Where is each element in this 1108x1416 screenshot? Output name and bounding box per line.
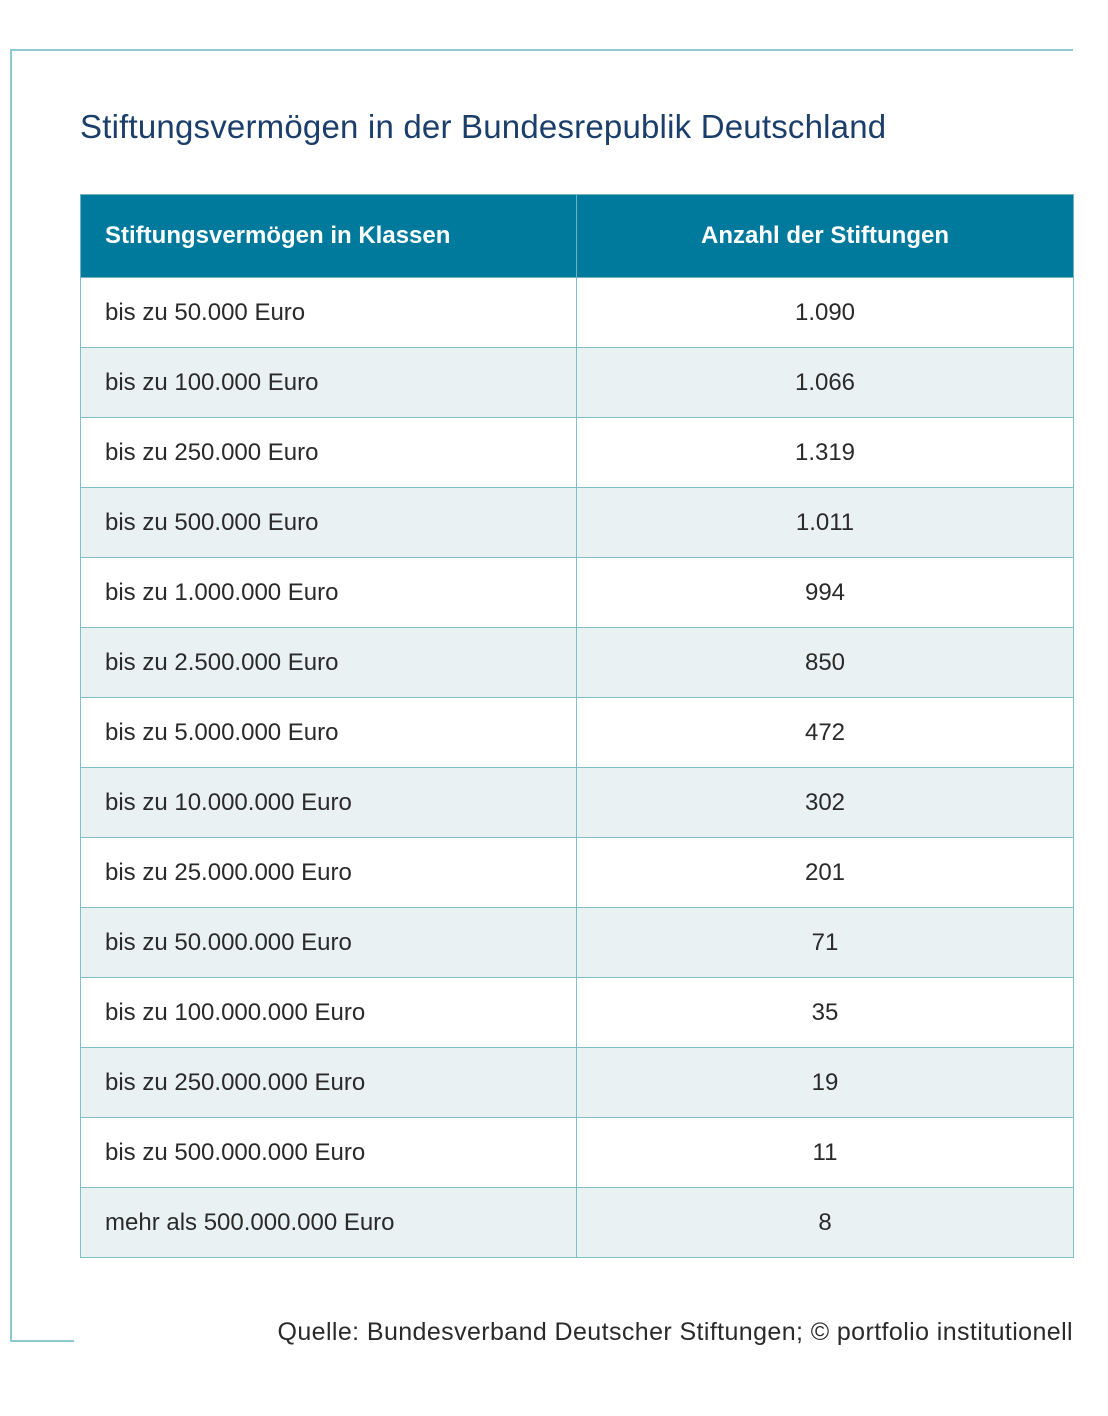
foundation-count-cell: 19 (577, 1048, 1074, 1118)
foundation-count-cell: 35 (577, 978, 1074, 1048)
asset-class-cell: bis zu 2.500.000 Euro (81, 628, 577, 698)
source-note: Quelle: Bundesverband Deutscher Stiftungen; © portfolio institutionell (277, 1318, 1073, 1346)
frame-top-line (10, 49, 1073, 51)
foundation-count-cell: 472 (577, 698, 1074, 768)
table-row (81, 978, 1074, 1048)
foundation-count-cell: 850 (577, 628, 1074, 698)
table-row (81, 348, 1074, 418)
asset-class-cell: bis zu 50.000.000 Euro (81, 908, 577, 978)
table-title: Stiftungsvermögen in der Bundesrepublik Deutschland (80, 108, 887, 145)
frame-left-line (10, 49, 12, 1342)
asset-class-cell: bis zu 25.000.000 Euro (81, 838, 577, 908)
table-row (81, 278, 1074, 348)
foundation-count-cell: 302 (577, 768, 1074, 838)
table-row (81, 698, 1074, 768)
table-body (81, 278, 1074, 1258)
asset-class-cell: bis zu 250.000 Euro (81, 418, 577, 488)
table-row (81, 1188, 1074, 1258)
asset-class-cell: bis zu 50.000 Euro (81, 278, 577, 348)
asset-class-cell: bis zu 500.000 Euro (81, 488, 577, 558)
asset-class-cell: bis zu 100.000.000 Euro (81, 978, 577, 1048)
foundation-count-cell: 1.319 (577, 418, 1074, 488)
asset-class-cell: bis zu 100.000 Euro (81, 348, 577, 418)
table-row (81, 558, 1074, 628)
asset-class-cell: bis zu 5.000.000 Euro (81, 698, 577, 768)
foundation-count-cell: 8 (577, 1188, 1074, 1258)
table-row (81, 768, 1074, 838)
foundation-count-cell: 11 (577, 1118, 1074, 1188)
table-header-row (81, 195, 1074, 278)
asset-class-cell: bis zu 1.000.000 Euro (81, 558, 577, 628)
foundation-assets-table (80, 194, 1074, 1258)
asset-class-cell: bis zu 500.000.000 Euro (81, 1118, 577, 1188)
column-header-count: Anzahl der Stiftungen (577, 195, 1074, 278)
table-row (81, 418, 1074, 488)
foundation-count-cell: 1.066 (577, 348, 1074, 418)
asset-class-cell: mehr als 500.000.000 Euro (81, 1188, 577, 1258)
table-row (81, 908, 1074, 978)
table-row (81, 838, 1074, 908)
frame-bottom-line (10, 1340, 74, 1342)
asset-class-cell: bis zu 250.000.000 Euro (81, 1048, 577, 1118)
table-container (80, 194, 1073, 1258)
foundation-count-cell: 201 (577, 838, 1074, 908)
asset-class-cell: bis zu 10.000.000 Euro (81, 768, 577, 838)
table-row (81, 628, 1074, 698)
table-row (81, 1118, 1074, 1188)
foundation-count-cell: 1.090 (577, 278, 1074, 348)
table-row (81, 1048, 1074, 1118)
foundation-count-cell: 71 (577, 908, 1074, 978)
foundation-count-cell: 994 (577, 558, 1074, 628)
foundation-count-cell: 1.011 (577, 488, 1074, 558)
column-header-class: Stiftungsvermögen in Klassen (81, 195, 577, 278)
table-row (81, 488, 1074, 558)
